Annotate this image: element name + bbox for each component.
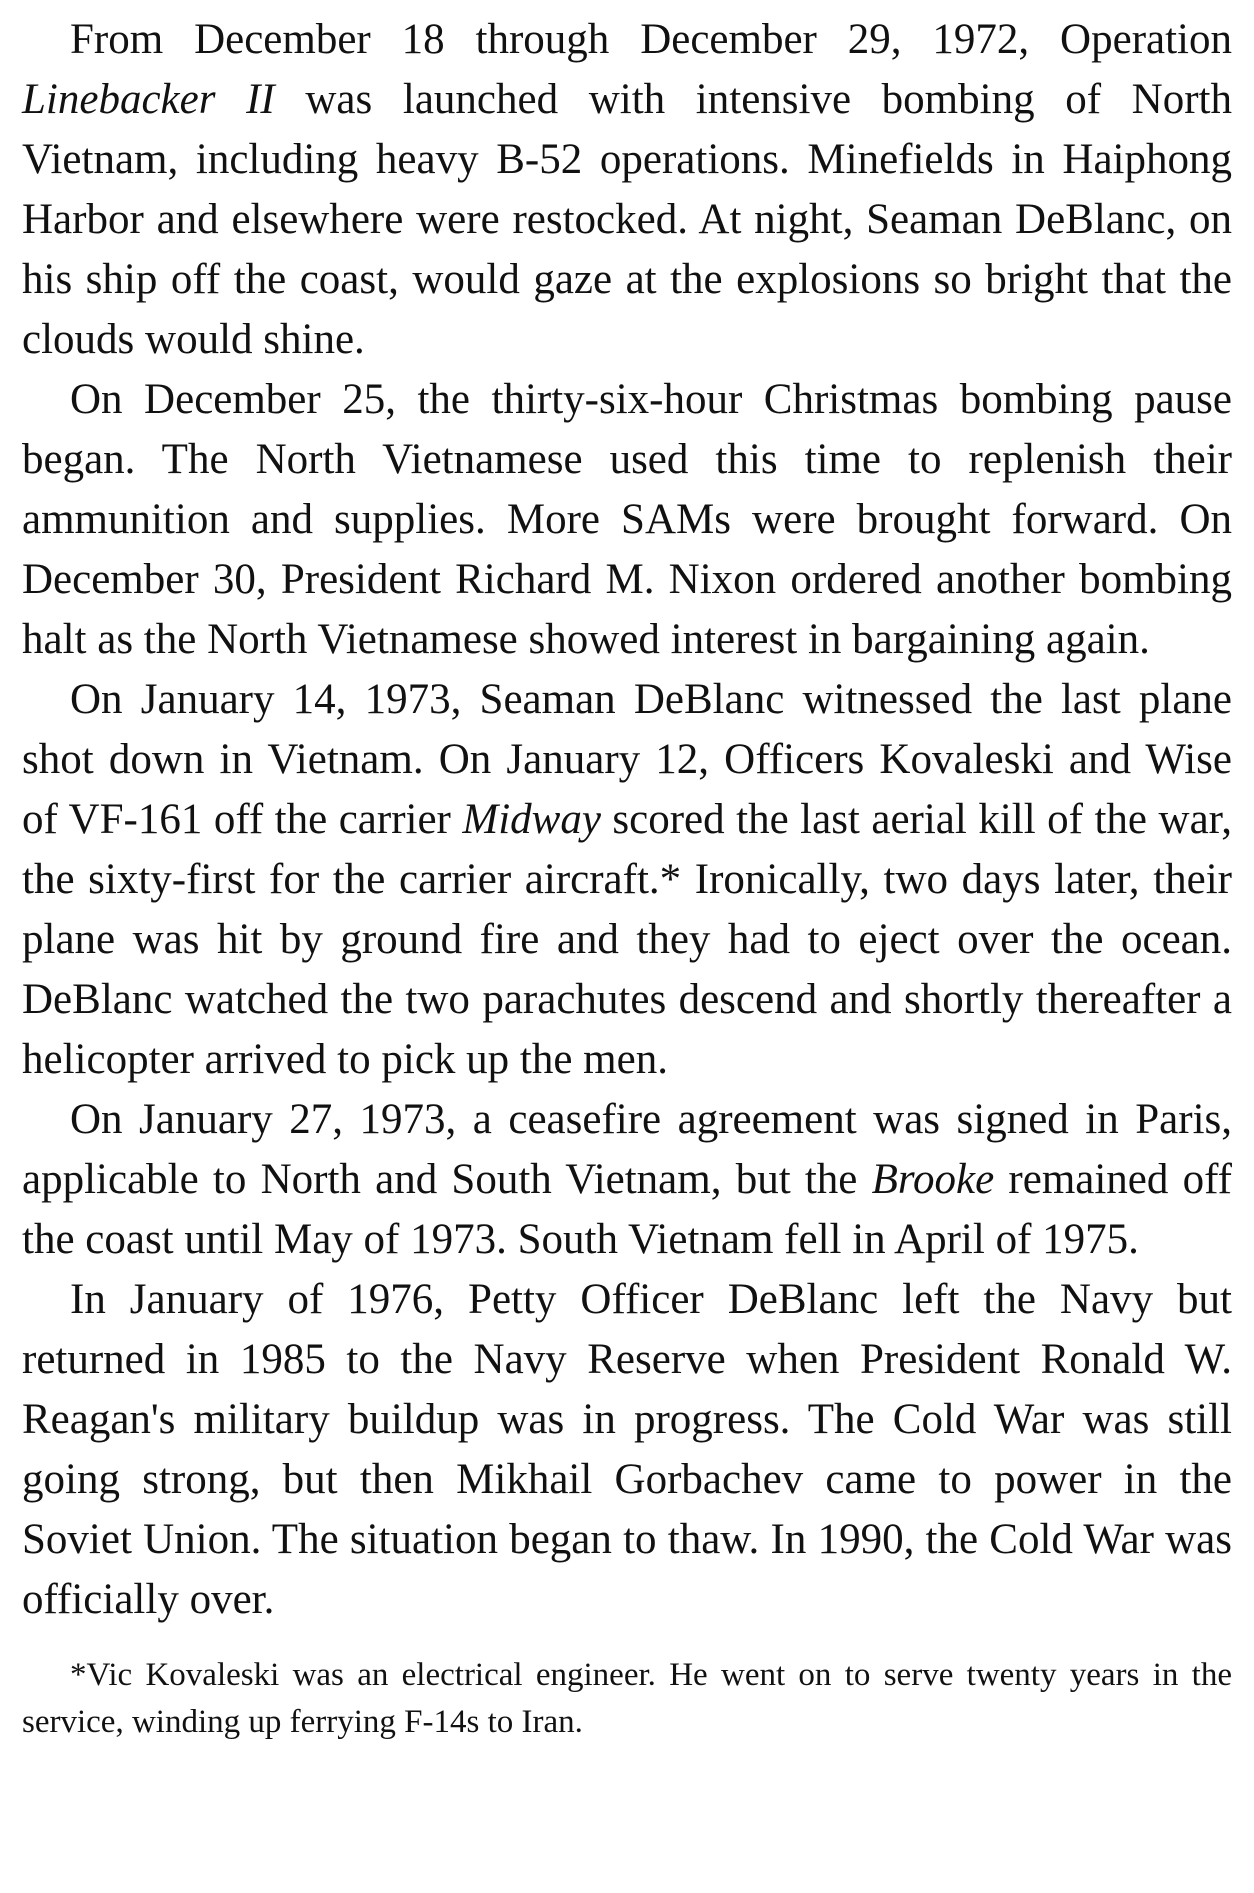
text-run: From December 18 through December 29, 1972, Operation — [70, 16, 1232, 63]
text-run: remained off the coast until May of 1973. South Vietnam fell in April of 1975. — [22, 1156, 1232, 1263]
paragraph-ceasefire — [22, 1090, 1232, 1270]
footnote: *Vic Kovaleski was an electrical engineer. He went on to serve twenty years in the service, winding up ferrying F-14s to Iran. — [22, 1657, 1232, 1740]
paragraph-last-plane — [22, 670, 1232, 1090]
text-run: was launched with intensive bombing of North Vietnam, including heavy B-52 operations. Minefields in Haiphong Harbor and elsewhere were restocked. At night, Seaman DeBlanc, on his ship off the coast, would gaze at the explosions so bright that the clouds would shine. — [22, 76, 1232, 363]
italic-operation-name: Linebacker II — [22, 76, 275, 123]
paragraph-cold-war — [22, 1270, 1232, 1630]
italic-ship-name: Brooke — [871, 1156, 995, 1203]
text-run: In January of 1976, Petty Officer DeBlanc left the Navy but returned in 1985 to the Navy Reserve when President Ronald W. Reagan's military buildup was in progress. The Cold War was still going strong, but then Mikhail Gorbachev came to power in the Soviet Union. The situation began to thaw. In 1990, the Cold War was officially over. — [22, 1276, 1232, 1623]
text-run: On January 14, 1973, Seaman DeBlanc witnessed the last plane shot down in Vietnam. On January 12, Officers Kovaleski and Wise of VF-161 off the carrier — [22, 676, 1232, 843]
page-body — [22, 10, 1232, 1779]
text-run: On December 25, the thirty-six-hour Christmas bombing pause began. The North Vietnamese used this time to replenish their ammunition and supplies. More SAMs were brought forward. On December 30, President Richard M. Nixon ordered another bombing halt as the North Vietnamese showed interest in bargaining again. — [22, 376, 1232, 663]
text-run: scored the last aerial kill of the war, the sixty-first for the carrier aircraft.* Ironically, two days later, their plane was hit by ground fire and they had to eject over the ocean. DeBlanc watched the two parachutes descend and shortly thereafter a helicopter arrived to pick up the men. — [22, 796, 1233, 1083]
italic-ship-name: Midway — [462, 796, 601, 843]
paragraph-linebacker — [22, 10, 1232, 370]
paragraph-christmas-pause — [22, 370, 1232, 670]
text-run: On January 27, 1973, a ceasefire agreement was signed in Paris, applicable to North and South Vietnam, but the — [22, 1096, 1232, 1203]
